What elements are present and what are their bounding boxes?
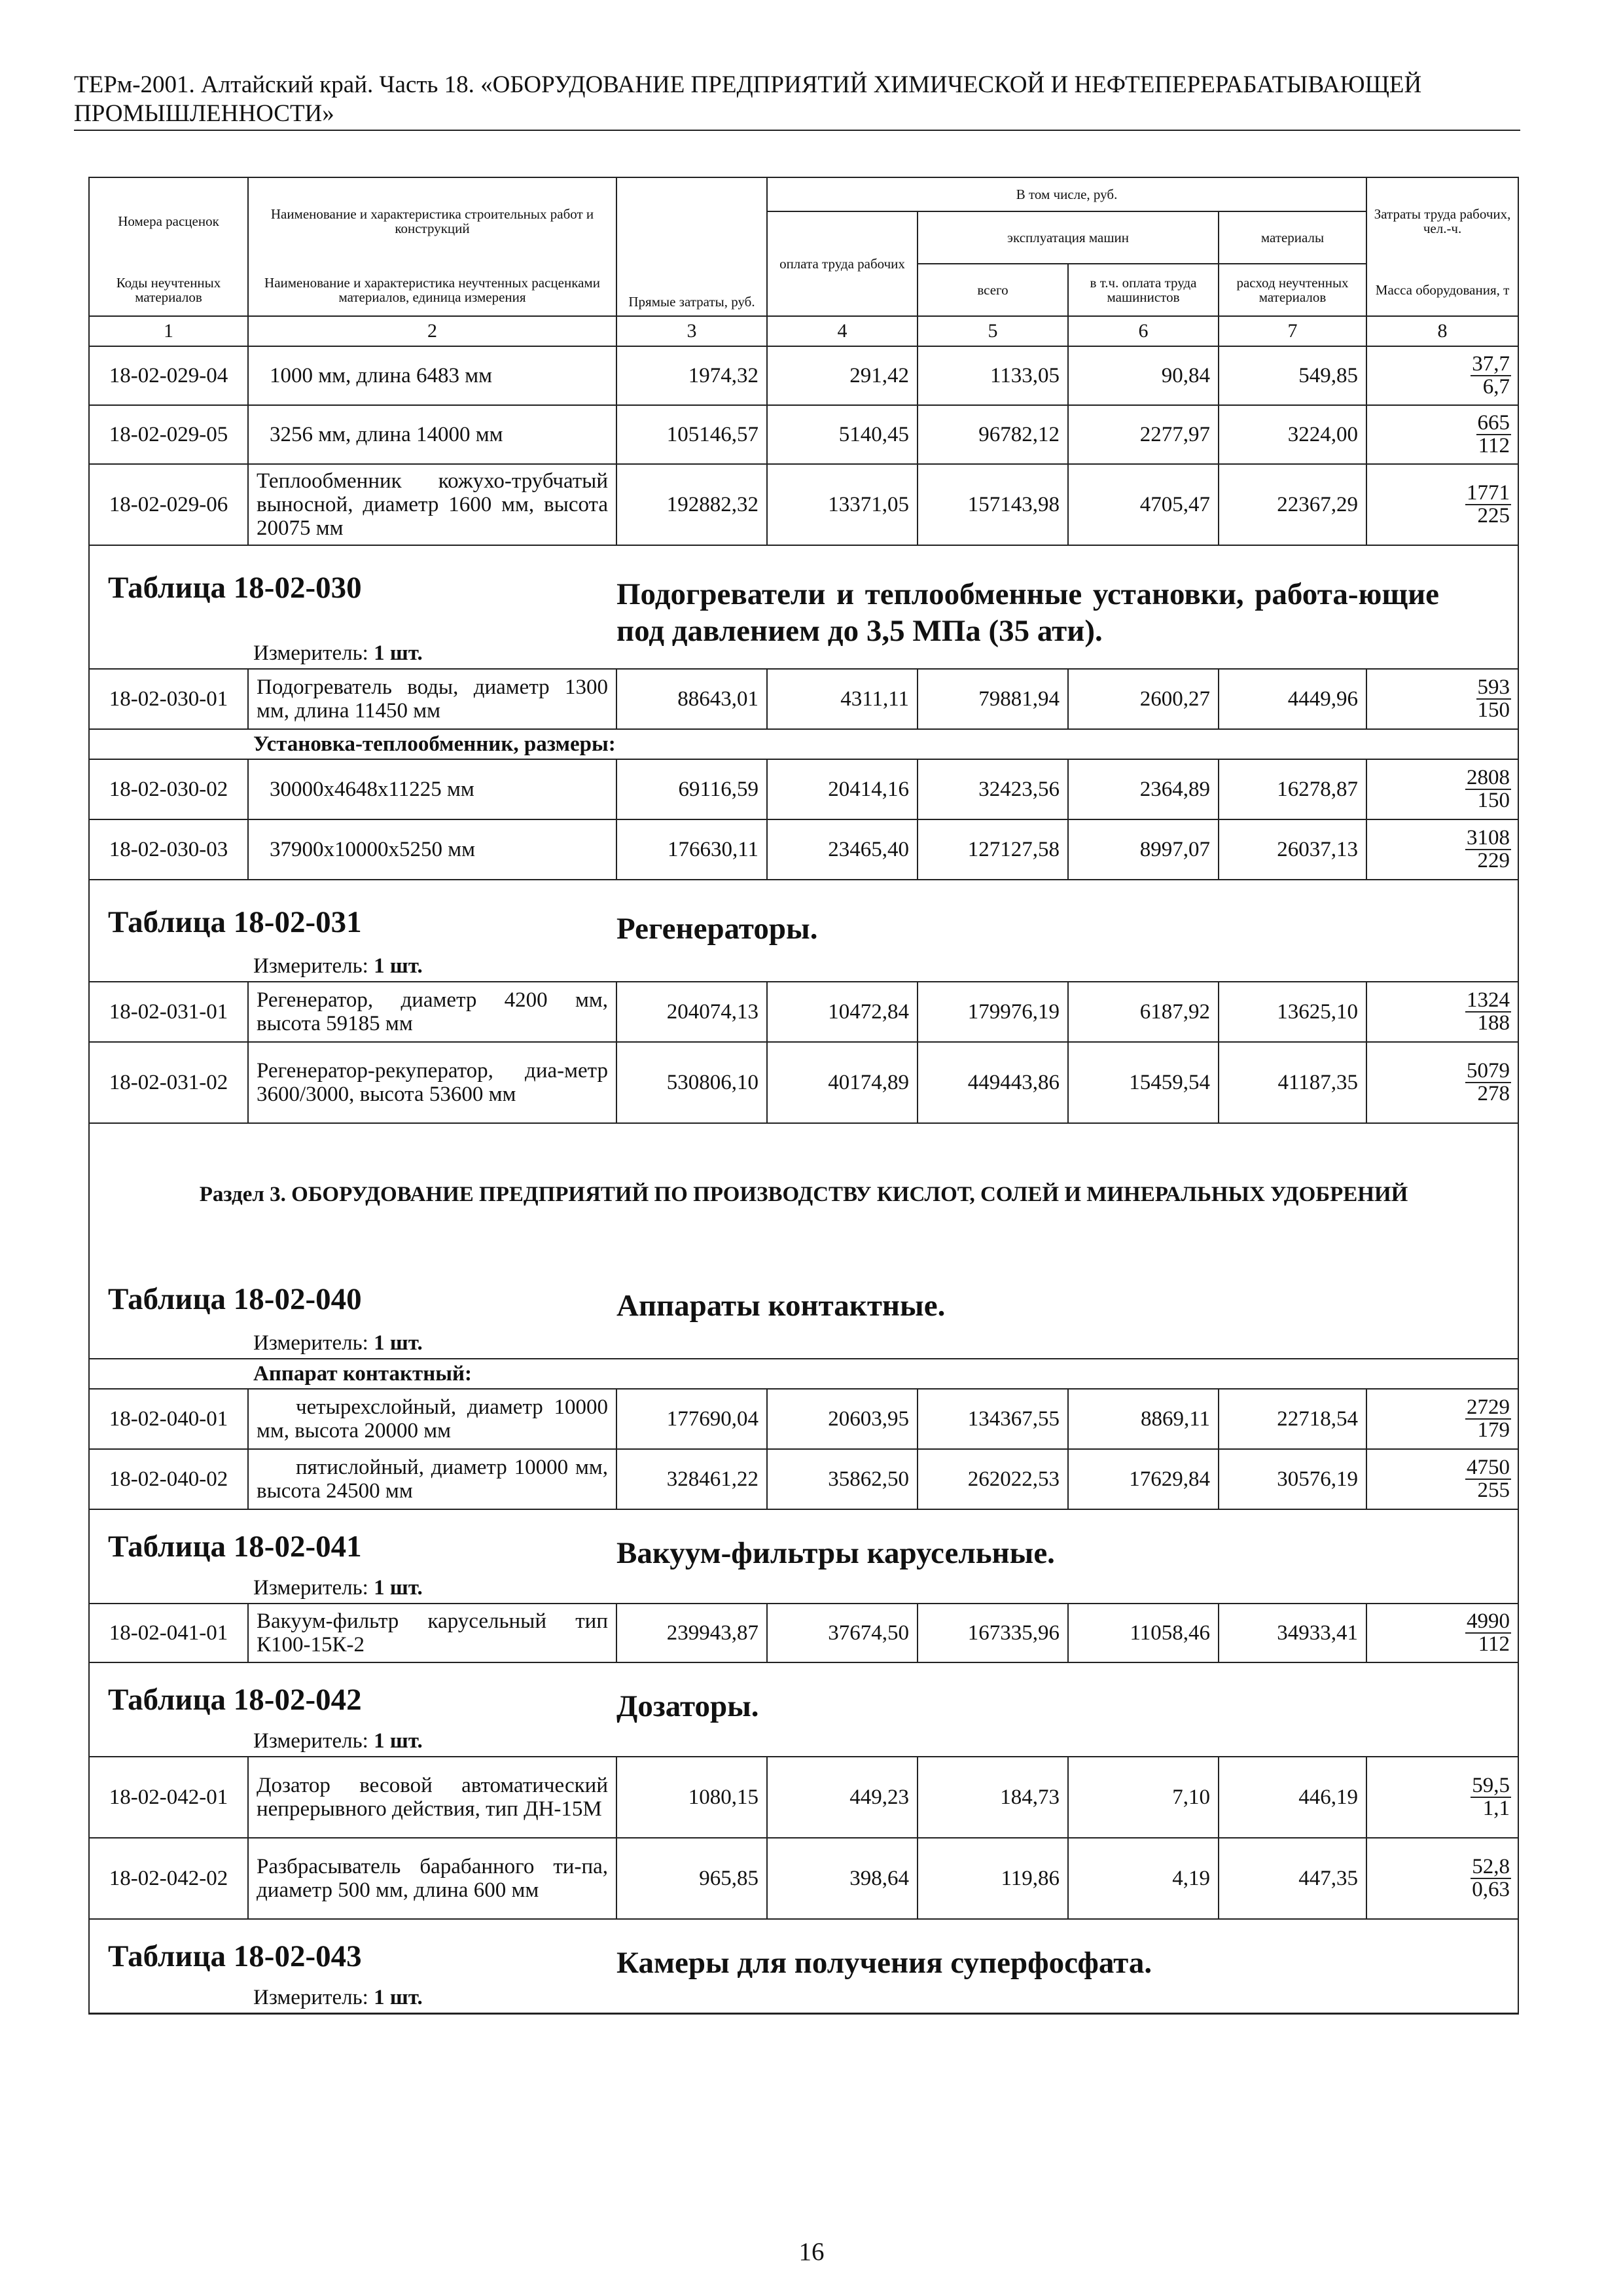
header-rule bbox=[74, 130, 1520, 131]
equipment-mass: 0,63 bbox=[1472, 1877, 1510, 1901]
col-material-name: Наименование и характеристика неучтенных расценками материалов, единица измерения bbox=[248, 264, 616, 316]
machinists-wages: 4,19 bbox=[1068, 1838, 1219, 1919]
machines-total: 96782,12 bbox=[918, 405, 1068, 464]
labor-mass bbox=[1366, 819, 1518, 880]
rate-name: Регенератор-рекуператор, диа-метр 3600/3000, высота 53600 мм bbox=[248, 1042, 616, 1123]
labor-mass bbox=[1366, 982, 1518, 1042]
direct-costs: 530806,10 bbox=[616, 1042, 767, 1123]
machinists-wages: 6187,92 bbox=[1068, 982, 1219, 1042]
table-row bbox=[89, 1838, 1518, 1919]
labor-costs: 37,7 bbox=[1472, 351, 1510, 376]
table-heading-row bbox=[89, 545, 1518, 641]
measure-label: Измеритель: bbox=[253, 1729, 368, 1753]
direct-costs: 88643,01 bbox=[616, 669, 767, 729]
labor-costs: 59,5 bbox=[1472, 1773, 1510, 1797]
direct-costs: 204074,13 bbox=[616, 982, 767, 1042]
labor-mass bbox=[1366, 1604, 1518, 1662]
rate-code: 18-02-029-05 bbox=[89, 405, 248, 464]
col-number: 6 bbox=[1068, 316, 1219, 346]
rate-name: 30000х4648х11225 мм bbox=[248, 759, 616, 819]
materials: 549,85 bbox=[1219, 346, 1366, 405]
measure-value: 1 шт. bbox=[374, 954, 423, 978]
rate-name: Подогреватель воды, диаметр 1300 мм, длина 11450 мм bbox=[248, 669, 616, 729]
rate-code: 18-02-030-02 bbox=[89, 759, 248, 819]
labor-costs: 2729 bbox=[1467, 1395, 1510, 1419]
machinists-wages: 15459,54 bbox=[1068, 1042, 1219, 1123]
col-direct-costs: Прямые затраты, руб. bbox=[616, 177, 767, 316]
equipment-mass: 278 bbox=[1477, 1081, 1510, 1105]
col-including: В том числе, руб. bbox=[767, 177, 1366, 211]
table-number: Таблица 18-02-030 bbox=[108, 571, 362, 605]
labor-costs: 52,8 bbox=[1472, 1854, 1510, 1878]
rate-code: 18-02-040-01 bbox=[89, 1389, 248, 1449]
measure-label: Измеритель: bbox=[253, 954, 368, 978]
machinists-wages: 2364,89 bbox=[1068, 759, 1219, 819]
table-number: Таблица 18-02-031 bbox=[108, 905, 362, 939]
rate-code: 18-02-030-01 bbox=[89, 669, 248, 729]
machinists-wages: 90,84 bbox=[1068, 346, 1219, 405]
table-number: Таблица 18-02-040 bbox=[108, 1282, 362, 1316]
measure-row bbox=[89, 1575, 1518, 1604]
labor-costs: 4750 bbox=[1467, 1455, 1510, 1479]
direct-costs: 1974,32 bbox=[616, 346, 767, 405]
direct-costs: 69116,59 bbox=[616, 759, 767, 819]
rate-code: 18-02-029-06 bbox=[89, 464, 248, 545]
col-machines-total: всего bbox=[918, 264, 1068, 316]
table-heading-row bbox=[89, 1272, 1518, 1331]
table-title: Подогреватели и теплообменные установки, работа-ющие под давлением до 3,5 МПа (35 ати). bbox=[616, 577, 1440, 648]
measure-value: 1 шт. bbox=[374, 641, 423, 665]
direct-costs: 176630,11 bbox=[616, 819, 767, 880]
measure-value: 1 шт. bbox=[374, 1331, 423, 1355]
machinists-wages: 8997,07 bbox=[1068, 819, 1219, 880]
machines-total: 157143,98 bbox=[918, 464, 1068, 545]
wages: 20603,95 bbox=[767, 1389, 918, 1449]
materials: 30576,19 bbox=[1219, 1449, 1366, 1509]
materials: 22367,29 bbox=[1219, 464, 1366, 545]
rate-name: 1000 мм, длина 6483 мм bbox=[248, 346, 616, 405]
labor-mass bbox=[1366, 346, 1518, 405]
machines-total: 179976,19 bbox=[918, 982, 1068, 1042]
rate-code: 18-02-031-01 bbox=[89, 982, 248, 1042]
table-title: Дозаторы. bbox=[616, 1689, 759, 1723]
wages: 13371,05 bbox=[767, 464, 918, 545]
rate-code: 18-02-031-02 bbox=[89, 1042, 248, 1123]
labor-costs: 4990 bbox=[1467, 1609, 1510, 1633]
table-row bbox=[89, 405, 1518, 464]
direct-costs: 1080,15 bbox=[616, 1757, 767, 1838]
wages: 291,42 bbox=[767, 346, 918, 405]
wages: 23465,40 bbox=[767, 819, 918, 880]
table-heading-row bbox=[89, 880, 1518, 954]
rate-name: пятислойный, диаметр 10000 мм, высота 24500 мм bbox=[248, 1449, 616, 1509]
table-title: Регенераторы. bbox=[616, 912, 818, 946]
rate-code: 18-02-042-02 bbox=[89, 1838, 248, 1919]
materials: 34933,41 bbox=[1219, 1604, 1366, 1662]
table-title: Вакуум-фильтры карусельные. bbox=[616, 1536, 1055, 1570]
table-row bbox=[89, 1757, 1518, 1838]
subheading: Установка-теплообменник, размеры: bbox=[89, 729, 1518, 759]
table-number: Таблица 18-02-043 bbox=[108, 1939, 362, 1973]
materials: 16278,87 bbox=[1219, 759, 1366, 819]
equipment-mass: 179 bbox=[1477, 1418, 1510, 1442]
table-number: Таблица 18-02-041 bbox=[108, 1530, 362, 1564]
materials: 4449,96 bbox=[1219, 669, 1366, 729]
measure-row bbox=[89, 1985, 1518, 2014]
machinists-wages: 11058,46 bbox=[1068, 1604, 1219, 1662]
table-row bbox=[89, 1449, 1518, 1509]
rate-code: 18-02-040-02 bbox=[89, 1449, 248, 1509]
wages: 5140,45 bbox=[767, 405, 918, 464]
col-number: 1 bbox=[89, 316, 248, 346]
wages: 4311,11 bbox=[767, 669, 918, 729]
direct-costs: 192882,32 bbox=[616, 464, 767, 545]
table-title: Аппараты контактные. bbox=[616, 1289, 946, 1323]
rate-name: Теплообменник кожухо-трубчатый выносной, диаметр 1600 мм, высота 20075 мм bbox=[248, 464, 616, 545]
equipment-mass: 150 bbox=[1477, 788, 1510, 812]
wages: 37674,50 bbox=[767, 1604, 918, 1662]
col-material-codes: Коды неучтенных материалов bbox=[89, 264, 248, 316]
machines-total: 167335,96 bbox=[918, 1604, 1068, 1662]
table-row bbox=[89, 759, 1518, 819]
page-header: ТЕРм-2001. Алтайский край. Часть 18. «ОБОРУДОВАНИЕ ПРЕДПРИЯТИЙ ХИМИЧЕСКОЙ И НЕФТЕПЕРЕРАБАТЫВАЮЩЕЙ ПРОМЫШЛЕННОСТИ» bbox=[74, 71, 1422, 127]
materials: 3224,00 bbox=[1219, 405, 1366, 464]
wages: 20414,16 bbox=[767, 759, 918, 819]
labor-costs: 665 bbox=[1477, 410, 1510, 435]
table-heading-row bbox=[89, 1662, 1518, 1729]
equipment-mass: 1,1 bbox=[1482, 1796, 1510, 1820]
rate-name: Дозатор весовой автоматический непрерывного действия, тип ДН-15М bbox=[248, 1757, 616, 1838]
measure-label: Измеритель: bbox=[253, 1331, 368, 1355]
materials: 26037,13 bbox=[1219, 819, 1366, 880]
col-number: 7 bbox=[1219, 316, 1366, 346]
col-wages: оплата труда рабочих bbox=[767, 211, 918, 316]
table-row bbox=[89, 346, 1518, 405]
machines-total: 79881,94 bbox=[918, 669, 1068, 729]
col-number: 3 bbox=[616, 316, 767, 346]
materials: 446,19 bbox=[1219, 1757, 1366, 1838]
labor-costs: 1324 bbox=[1467, 988, 1510, 1012]
labor-costs: 2808 bbox=[1467, 765, 1510, 789]
labor-mass bbox=[1366, 1389, 1518, 1449]
machines-total: 127127,58 bbox=[918, 819, 1068, 880]
wages: 40174,89 bbox=[767, 1042, 918, 1123]
measure-row bbox=[89, 1331, 1518, 1359]
direct-costs: 965,85 bbox=[616, 1838, 767, 1919]
table-title: Камеры для получения суперфосфата. bbox=[616, 1946, 1152, 1980]
table-number: Таблица 18-02-042 bbox=[108, 1683, 362, 1717]
table-row bbox=[89, 1604, 1518, 1662]
labor-mass bbox=[1366, 1757, 1518, 1838]
labor-costs: 3108 bbox=[1467, 825, 1510, 850]
table-heading-row bbox=[89, 1919, 1518, 1985]
wages: 398,64 bbox=[767, 1838, 918, 1919]
equipment-mass: 6,7 bbox=[1482, 374, 1510, 399]
col-number: 2 bbox=[248, 316, 616, 346]
direct-costs: 177690,04 bbox=[616, 1389, 767, 1449]
materials: 447,35 bbox=[1219, 1838, 1366, 1919]
rate-code: 18-02-029-04 bbox=[89, 346, 248, 405]
table-row bbox=[89, 982, 1518, 1042]
measure-row bbox=[89, 1729, 1518, 1757]
machines-total: 119,86 bbox=[918, 1838, 1068, 1919]
page-number: 16 bbox=[798, 2238, 825, 2266]
machinists-wages: 4705,47 bbox=[1068, 464, 1219, 545]
equipment-mass: 225 bbox=[1477, 503, 1510, 528]
equipment-mass: 112 bbox=[1478, 1632, 1510, 1656]
machines-total: 32423,56 bbox=[918, 759, 1068, 819]
machinists-wages: 17629,84 bbox=[1068, 1449, 1219, 1509]
direct-costs: 105146,57 bbox=[616, 405, 767, 464]
direct-costs: 239943,87 bbox=[616, 1604, 767, 1662]
measure-row bbox=[89, 954, 1518, 982]
section-heading-row bbox=[89, 1123, 1518, 1272]
measure-value: 1 шт. bbox=[374, 1986, 423, 2009]
direct-costs: 328461,22 bbox=[616, 1449, 767, 1509]
subheading-row bbox=[89, 1359, 1518, 1389]
table-row bbox=[89, 464, 1518, 545]
table-row bbox=[89, 1389, 1518, 1449]
labor-mass bbox=[1366, 405, 1518, 464]
materials: 41187,35 bbox=[1219, 1042, 1366, 1123]
rate-code: 18-02-041-01 bbox=[89, 1604, 248, 1662]
rate-name: Регенератор, диаметр 4200 мм, высота 59185 мм bbox=[248, 982, 616, 1042]
equipment-mass: 188 bbox=[1477, 1011, 1510, 1035]
labor-mass bbox=[1366, 464, 1518, 545]
col-equipment-mass: Масса оборудования, т bbox=[1366, 264, 1518, 316]
equipment-mass: 229 bbox=[1477, 848, 1510, 872]
col-machinists-wages: в т.ч. оплата труда машинистов bbox=[1068, 264, 1219, 316]
table-row bbox=[89, 1042, 1518, 1123]
table-heading-row bbox=[89, 1509, 1518, 1575]
col-work-name: Наименование и характеристика строительных работ и конструкций bbox=[248, 177, 616, 264]
subheading: Аппарат контактный: bbox=[89, 1359, 1518, 1389]
equipment-mass: 112 bbox=[1478, 433, 1510, 457]
labor-costs: 593 bbox=[1477, 675, 1510, 699]
machines-total: 262022,53 bbox=[918, 1449, 1068, 1509]
section-title: Раздел 3. ОБОРУДОВАНИЕ ПРЕДПРИЯТИЙ ПО ПРОИЗВОДСТВУ КИСЛОТ, СОЛЕЙ И МИНЕРАЛЬНЫХ УДОБРЕНИЙ bbox=[89, 1123, 1518, 1272]
table-row bbox=[89, 669, 1518, 729]
col-labor-costs: Затраты труда рабочих, чел.-ч. bbox=[1366, 177, 1518, 264]
rate-name: четырехслойный, диаметр 10000 мм, высота 20000 мм bbox=[248, 1389, 616, 1449]
measure-value: 1 шт. bbox=[374, 1576, 423, 1600]
measure-label: Измеритель: bbox=[253, 1576, 368, 1600]
rate-code: 18-02-030-03 bbox=[89, 819, 248, 880]
labor-mass bbox=[1366, 669, 1518, 729]
measure-value: 1 шт. bbox=[374, 1729, 423, 1753]
wages: 10472,84 bbox=[767, 982, 918, 1042]
rate-name: Вакуум-фильтр карусельный тип К100-15К-2 bbox=[248, 1604, 616, 1662]
machines-total: 134367,55 bbox=[918, 1389, 1068, 1449]
machinists-wages: 7,10 bbox=[1068, 1757, 1219, 1838]
materials: 13625,10 bbox=[1219, 982, 1366, 1042]
rate-name: Разбрасыватель барабанного ти-па, диаметр 500 мм, длина 600 мм bbox=[248, 1838, 616, 1919]
col-rate-numbers: Номера расценок bbox=[89, 177, 248, 264]
rate-code: 18-02-042-01 bbox=[89, 1757, 248, 1838]
machinists-wages: 8869,11 bbox=[1068, 1389, 1219, 1449]
materials: 22718,54 bbox=[1219, 1389, 1366, 1449]
labor-mass bbox=[1366, 1449, 1518, 1509]
labor-mass bbox=[1366, 759, 1518, 819]
wages: 35862,50 bbox=[767, 1449, 918, 1509]
rate-name: 3256 мм, длина 14000 мм bbox=[248, 405, 616, 464]
subheading-row bbox=[89, 729, 1518, 759]
price-table bbox=[88, 177, 1519, 2015]
wages: 449,23 bbox=[767, 1757, 918, 1838]
machines-total: 1133,05 bbox=[918, 346, 1068, 405]
machinists-wages: 2277,97 bbox=[1068, 405, 1219, 464]
equipment-mass: 150 bbox=[1477, 698, 1510, 722]
col-number: 5 bbox=[918, 316, 1068, 346]
col-number: 4 bbox=[767, 316, 918, 346]
labor-costs: 1771 bbox=[1467, 480, 1510, 505]
col-materials-usage: расход неучтенных материалов bbox=[1219, 264, 1366, 316]
col-materials: материалы bbox=[1219, 211, 1366, 264]
table-row bbox=[89, 819, 1518, 880]
col-number: 8 bbox=[1366, 316, 1518, 346]
rate-name: 37900х10000х5250 мм bbox=[248, 819, 616, 880]
col-machines: эксплуатация машин bbox=[918, 211, 1219, 264]
measure-label: Измеритель: bbox=[253, 641, 368, 665]
equipment-mass: 255 bbox=[1477, 1478, 1510, 1502]
machines-total: 449443,86 bbox=[918, 1042, 1068, 1123]
machines-total: 184,73 bbox=[918, 1757, 1068, 1838]
measure-label: Измеритель: bbox=[253, 1986, 368, 2009]
labor-mass bbox=[1366, 1838, 1518, 1919]
machinists-wages: 2600,27 bbox=[1068, 669, 1219, 729]
labor-costs: 5079 bbox=[1467, 1058, 1510, 1083]
labor-mass bbox=[1366, 1042, 1518, 1123]
